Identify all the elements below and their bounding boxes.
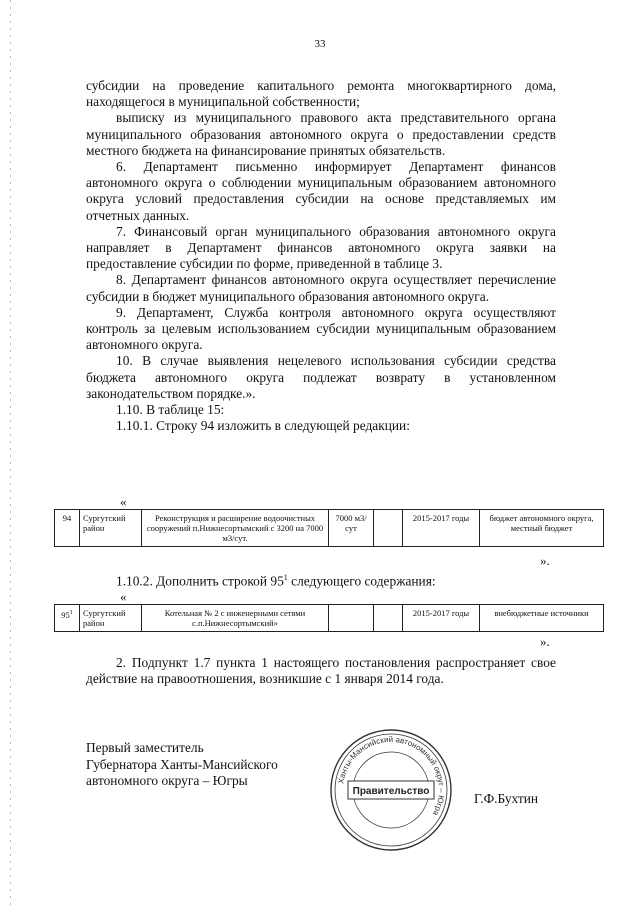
superscript: 1: [283, 573, 288, 582]
paragraph-item-7: 7. Финансовый орган муниципального образования автономного округа направляет в Департамент финансов автономного округа заявки на предоставление субсидии по форме, приведенной в таблице 3.: [86, 223, 556, 272]
cell-object: Реконструкция и расширение водоочистных сооружений п.Нижнесортымский с 3200 на 7000 м3/сут.: [142, 510, 329, 547]
close-quote-1: ».: [540, 553, 550, 568]
left-margin-line: [10, 0, 11, 905]
signatory-title: [86, 740, 278, 790]
open-quote-1: «: [120, 494, 127, 509]
cell-number: 94: [55, 510, 80, 547]
cell-capacity: 7000 м3/сут: [329, 510, 374, 547]
cell-period: 2015-2017 годы: [403, 605, 480, 632]
body-text-1: [86, 78, 556, 434]
table-row-95-1: [54, 604, 604, 632]
paragraph-extract: выписку из муниципального правового акта представительного органа муниципального образования автономного округа о предоставлении средств местного бюджета на финансирование принятых обязательств.: [86, 110, 556, 158]
cell-period: 2015-2017 годы: [403, 510, 480, 547]
paragraph-subsidy-repair: субсидии на проведение капитального ремонта многоквартирного дома, находящегося в муниципальной собственности;: [86, 78, 556, 110]
page-number: 33: [314, 38, 326, 50]
cell-capacity: [329, 605, 374, 632]
paragraph-1-10-2-main: 1.10.2. Дополнить строкой 95: [116, 573, 284, 589]
cell-municipality: Сургутский район: [80, 510, 142, 547]
close-quote-2: ».: [540, 634, 550, 649]
signatory-title-line-1: Первый заместитель: [86, 740, 204, 755]
body-text-2: [86, 570, 556, 590]
paragraph-item-10: 10. В случае выявления нецелевого использования субсидии средства бюджета автономного округа подлежат возврату в установленном законодательством порядке.».: [86, 353, 556, 401]
cell-number: [55, 605, 80, 632]
cell-number-superscript: 1: [69, 610, 73, 616]
table-row: [55, 605, 604, 632]
cell-municipality: Сургутский район: [80, 605, 142, 632]
table-row-94: [54, 509, 604, 547]
cell-empty: [374, 605, 403, 632]
paragraph-1-10: 1.10. В таблице 15:: [116, 402, 225, 418]
paragraph-1-10-2: [86, 570, 556, 590]
seal-center-text: Правительство: [352, 786, 430, 797]
cell-source: внебюджетные источники: [480, 605, 604, 632]
seal-ring-text-path: Ханты-Мансийский автономный округ – Югра: [336, 734, 447, 818]
seal-ring-text: [336, 735, 446, 818]
cell-empty: [374, 510, 403, 547]
cell-number-value: 95: [61, 609, 70, 620]
cell-source: бюджет автономного округа, местный бюджет: [480, 510, 604, 547]
signatory-name: Г.Ф.Бухтин: [474, 791, 539, 806]
paragraph-item-6: 6. Департамент письменно информирует Департамент финансов автономного округа о соблюдении муниципальным образованием автономного округа условий предоставления субсидии на основе представляемых им отчетных данных.: [86, 159, 556, 223]
paragraph-1-10-2-tail: следующего содержания:: [287, 573, 436, 589]
government-seal: [326, 725, 456, 855]
paragraph-item-8: 8. Департамент финансов автономного округа осуществляет перечисление субсидии в бюджет муниципального образования автономного округа.: [86, 272, 556, 304]
body-text-3: [86, 655, 556, 687]
cell-object: Котельная № 2 с инженерными сетями с.п.Нижнесортымский»: [142, 605, 329, 632]
paragraph-2: 2. Подпункт 1.7 пункта 1 настоящего постановления распространяет свое действие на правоотношения, возникшие с 1 января 2014 года.: [86, 655, 556, 687]
table-row: [55, 510, 604, 547]
paragraph-1-10-1: 1.10.1. Строку 94 изложить в следующей редакции:: [116, 418, 410, 434]
signatory-title-line-3: автономного округа – Югры: [86, 773, 248, 788]
open-quote-2: «: [120, 589, 127, 604]
signatory-title-line-2: Губернатора Ханты-Мансийского: [86, 756, 278, 772]
paragraph-item-9: 9. Департамент, Служба контроля автономного округа осуществляют контроль за целевым использованием субсидии муниципальным образованием автономного округа.: [86, 304, 556, 353]
